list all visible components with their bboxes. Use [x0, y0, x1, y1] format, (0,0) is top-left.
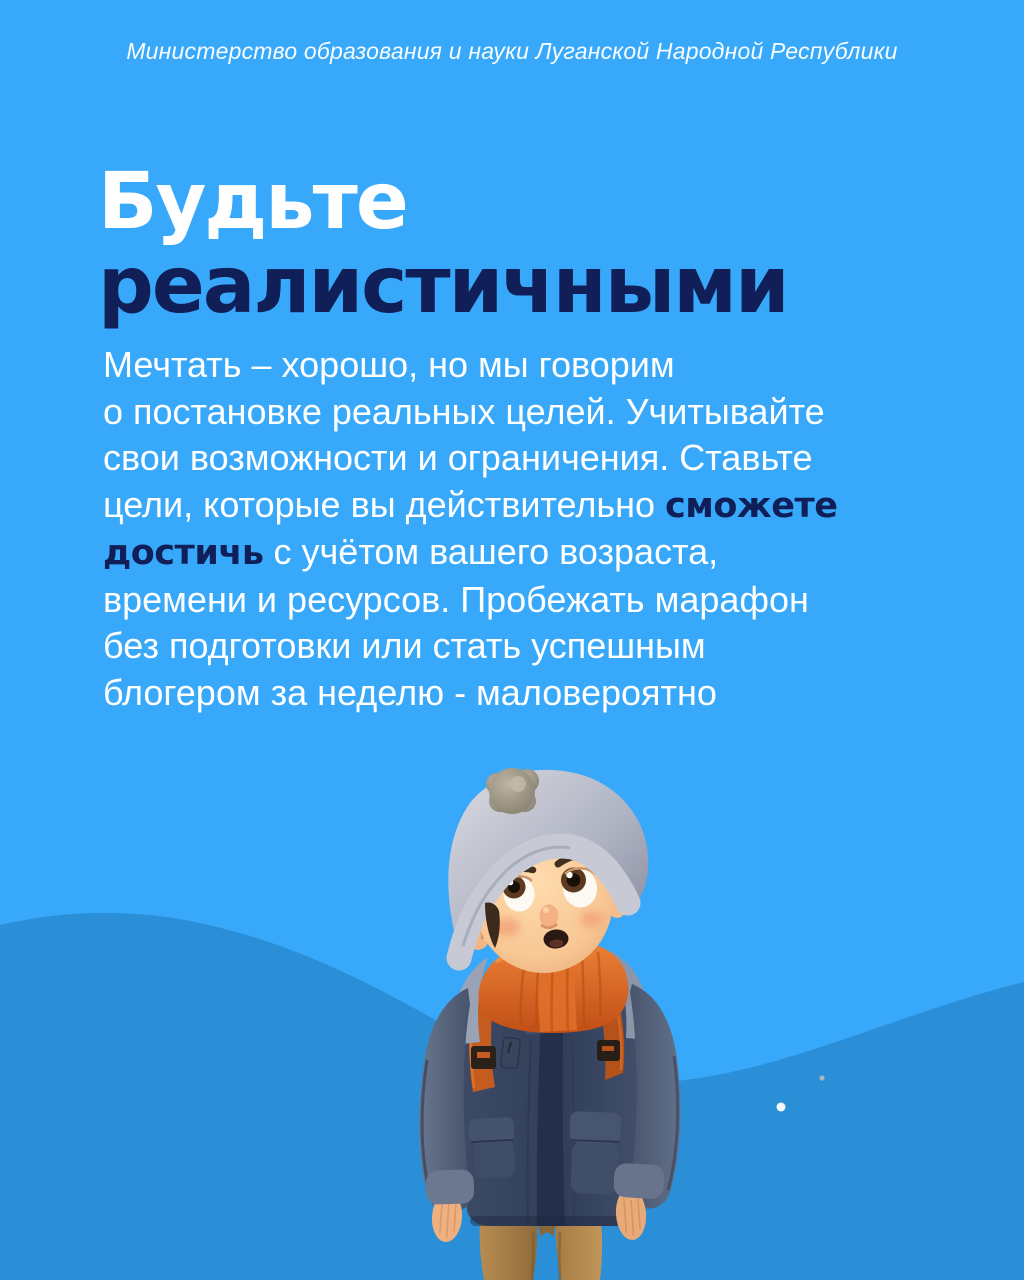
jacket-cuff-right: [613, 1163, 665, 1200]
ministry-header: Министерство образования и науки Луганской Народной Республики: [126, 38, 898, 64]
body-text-line: о постановке реальных целей. Учитывайте: [103, 390, 825, 432]
body-text-line: Мечтать – хорошо, но мы говорим: [103, 344, 675, 385]
sparkle-dot: [819, 1075, 824, 1080]
body-text-line: цели, которые вы действительно сможете: [103, 483, 838, 526]
sparkle-dot: [777, 1103, 786, 1112]
body-text: [103, 342, 933, 716]
cheek-blush-right: [580, 911, 604, 928]
body-text-line: достичь с учётом вашего возраста,: [103, 531, 719, 573]
trousers: [479, 1218, 602, 1280]
page-title: [98, 157, 788, 331]
body-text-line: свои возможности и ограничения. Ставьте: [103, 437, 813, 478]
jacket-pocket-left: [468, 1117, 516, 1179]
jacket-pocket-right: [567, 1111, 621, 1195]
jacket-placket: [537, 1032, 565, 1226]
body-text-line: без подготовки или стать успешным: [103, 625, 706, 666]
body-text-line: блогером за неделю - маловероятно: [103, 671, 717, 713]
highlighted-phrase: сможете: [665, 485, 838, 526]
body-text-line: времени и ресурсов. Пробежать марафон: [103, 578, 809, 620]
title-line-2: реалистичными: [98, 241, 788, 331]
jacket-cuff-left: [425, 1169, 474, 1205]
pompom: [486, 768, 539, 814]
chest-zip-pocket: [500, 1037, 520, 1069]
title-line-1: Будьте: [98, 157, 407, 247]
highlighted-phrase: достичь: [103, 533, 264, 573]
boy-character-illustration: [395, 758, 705, 1280]
